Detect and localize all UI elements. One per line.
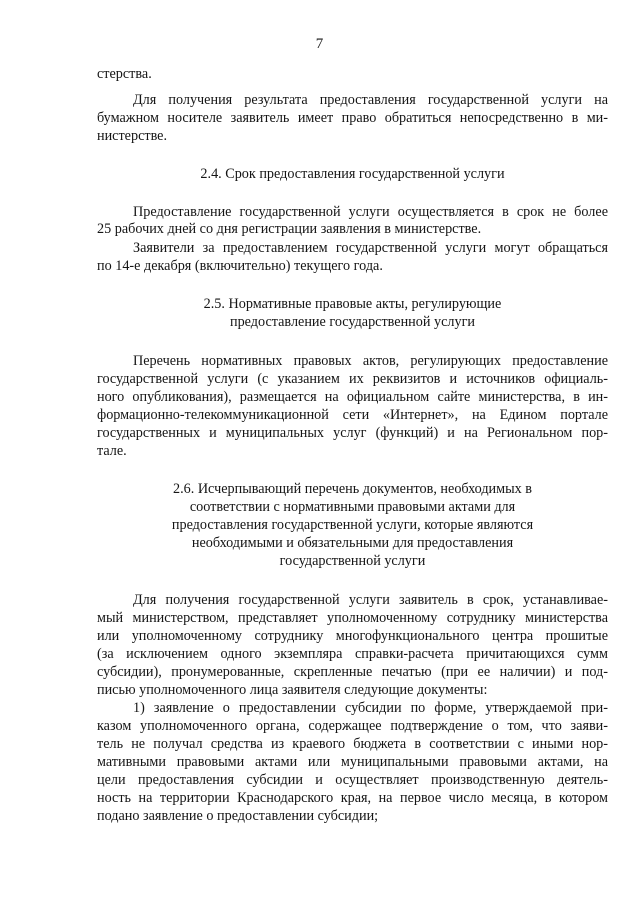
paragraph-line: нистерстве. — [97, 128, 168, 144]
paragraph-line: формационно-телекоммуникационной сети «Интернет», на Едином портале — [97, 407, 608, 423]
paragraph-line: мативными правовыми актами или муниципальными правовыми актами, на — [97, 754, 608, 770]
paragraph-line: бумажном носителе заявитель имеет право обратиться непосредственно в ми- — [97, 110, 608, 126]
paragraph-line: казом уполномоченного органа, содержащее подтверждение о том, что заяви- — [97, 718, 608, 734]
paragraph-line: государственных и муниципальных услуг (функций) и на Региональном пор- — [97, 425, 608, 441]
section-heading: 2.5. Нормативные правовые акты, регулирующие — [203, 296, 502, 312]
paragraph-line: Для получения государственной услуги заявитель в срок, устанавливае- — [133, 592, 608, 608]
paragraph-line: ность на территории Краснодарского края, на первое число месяца, в котором — [97, 790, 608, 806]
paragraph-line: подано заявление о предоставлении субсидии; — [97, 808, 379, 824]
section-heading: предоставление государственной услуги — [230, 314, 475, 330]
section-heading: 2.4. Срок предоставления государственной услуги — [200, 166, 505, 182]
paragraph-line: (за исключением одного экземпляра справки-расчета причитающихся сумм — [97, 646, 608, 662]
section-heading: предоставления государственной услуги, которые являются — [171, 517, 534, 533]
page-number: 7 — [315, 36, 324, 52]
paragraph-line: по 14-е декабря (включительно) текущего года. — [97, 258, 383, 274]
section-heading: необходимыми и обязательными для предоставления — [191, 535, 514, 551]
section-heading: соответствии с нормативными правовыми актами для — [189, 499, 516, 515]
paragraph-line: государственной услуги (с указанием их реквизитов и источников официаль- — [97, 371, 608, 387]
section-heading: 2.6. Исчерпывающий перечень документов, необходимых в — [172, 481, 532, 497]
paragraph-line: цели предоставления субсидии и осуществляет производственную деятель- — [97, 772, 608, 788]
paragraph-line: или уполномоченному сотруднику многофункционального центра прошитые — [97, 628, 608, 644]
paragraph-line: тале. — [97, 443, 127, 459]
paragraph-line: Предоставление государственной услуги осуществляется в срок не более — [133, 204, 608, 220]
paragraph-line: тель не получал средства из краевого бюджета в соответствии с иными нор- — [97, 736, 608, 752]
paragraph-line: ного опубликования), размещается на официальном сайте министерства, в ин- — [97, 389, 608, 405]
paragraph-line: писью уполномоченного лица заявителя следующие документы: — [97, 682, 488, 698]
section-heading: государственной услуги — [279, 553, 426, 569]
paragraph-line: стерства. — [97, 66, 152, 82]
paragraph-line: 25 рабочих дней со дня регистрации заявления в министерстве. — [97, 221, 482, 237]
paragraph-line: Заявители за предоставлением государственной услуги могут обращаться — [133, 240, 608, 256]
paragraph-line: субсидии), пронумерованные, скрепленные печатью (при ее наличии) и под- — [97, 664, 608, 680]
paragraph-line: Для получения результата предоставления государственной услуги на — [133, 92, 608, 108]
paragraph-line: Перечень нормативных правовых актов, регулирующих предоставление — [133, 353, 608, 369]
paragraph-line: 1) заявление о предоставлении субсидии по форме, утверждаемой при- — [133, 700, 608, 716]
paragraph-line: мый министерством, представляет уполномоченному сотруднику министерства — [97, 610, 608, 626]
